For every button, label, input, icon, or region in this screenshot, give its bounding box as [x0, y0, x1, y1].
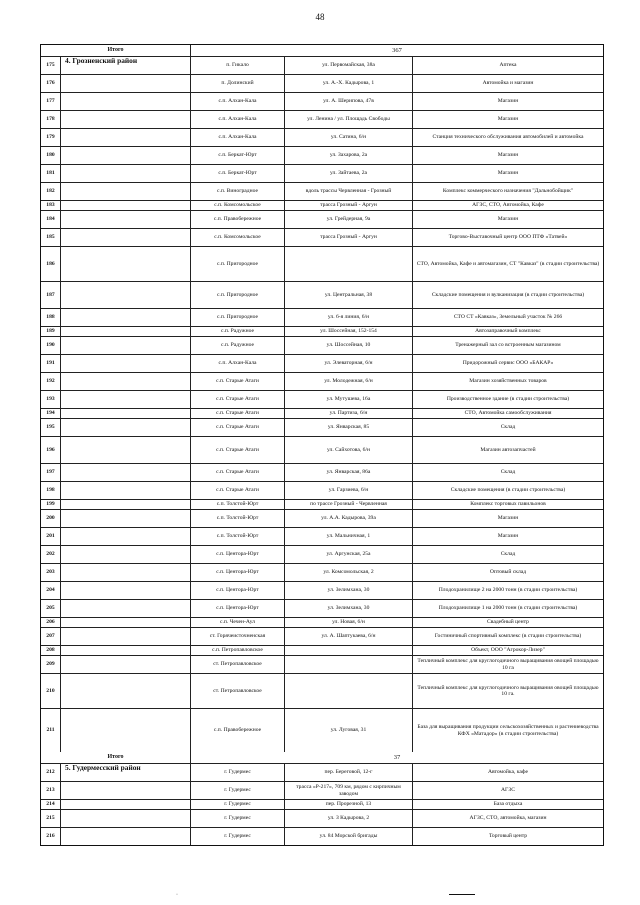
- row-number: 189: [41, 327, 61, 336]
- table-row: [41, 247, 603, 282]
- district-cell: [61, 500, 191, 509]
- object-cell: Объект, ООО "Агрокор-Лизер": [471, 647, 545, 654]
- object-cell: Магазин: [497, 170, 519, 177]
- district-cell: [61, 373, 191, 390]
- object-cell: Комплекс коммерческого назначения "Дальнобойщик": [442, 188, 574, 195]
- object-cell: Гостиничный спортивный комплекс (в стадии строительства): [434, 633, 582, 640]
- district-cell: [61, 282, 191, 308]
- table-row: [41, 764, 603, 782]
- settlement-cell: с.п. Старые Атаги: [191, 464, 285, 481]
- top-total-row: [41, 45, 603, 57]
- settlement-cell: п. Гикало: [191, 57, 285, 74]
- table-row: [41, 782, 603, 800]
- district-cell: [61, 828, 191, 845]
- address-cell: ул. Январская, 85: [285, 419, 413, 436]
- district-cell: [61, 482, 191, 499]
- row-number: 214: [41, 800, 61, 809]
- address-cell: ул. Зайтаева, 2а: [285, 165, 413, 182]
- district-cell: [61, 464, 191, 481]
- object-cell: Торгово-Выставочный центр ООО ПТФ «Татвей»: [448, 234, 568, 241]
- settlement-cell: с.п. Чечен-Аул: [191, 618, 285, 627]
- object-cell: Магазин хозяйственных товаров: [469, 378, 547, 385]
- district-cell: [61, 201, 191, 210]
- object-cell: АГЗС, СТО, Автомойка, Кафе: [472, 202, 544, 209]
- settlement-cell: с.п. Центора-Юрт: [191, 600, 285, 617]
- table-row: [41, 656, 603, 674]
- object-cell: Комплекс торговых павильонов: [470, 501, 546, 508]
- address-cell: ул. 6-я линия, 6/н: [285, 309, 413, 326]
- address-cell: вдоль трассы Червленная - Грозный: [285, 183, 413, 200]
- object-cell: Магазин автозапчастей: [480, 446, 536, 453]
- object-cell: СТО СТ «Кавказ», Земельный участок № 266: [453, 314, 563, 321]
- top-total-label: Итого: [41, 45, 191, 56]
- object-cell: Склад: [500, 469, 516, 476]
- row-number: 207: [41, 628, 61, 645]
- table-row: [41, 628, 603, 646]
- object-cell: Складские помещения (в стадии строительства): [450, 487, 566, 494]
- row-number: 196: [41, 437, 61, 463]
- settlement-cell: с.п. Толстой-Юрт: [191, 500, 285, 509]
- row-number: 191: [41, 355, 61, 372]
- settlement-cell: с.п. Алхан-Кала: [191, 355, 285, 372]
- row-number: 195: [41, 419, 61, 436]
- address-cell: ул. Мальничная, 1: [285, 528, 413, 545]
- district-cell: [61, 810, 191, 827]
- object-cell: Складские помещения и вулканизация (в стадии строительства): [431, 291, 585, 298]
- settlement-cell: г. Гудермес: [191, 782, 285, 799]
- row-number: 179: [41, 129, 61, 146]
- section-gudermes: [41, 764, 603, 845]
- row-number: 211: [41, 709, 61, 752]
- district-cell: [61, 600, 191, 617]
- table-row: [41, 419, 603, 437]
- object-cell: Автозаправочный комплекс: [475, 328, 541, 335]
- district-cell: [61, 327, 191, 336]
- settlement-cell: г. Гудермес: [191, 764, 285, 781]
- settlement-cell: с.п. Виноградное: [191, 183, 285, 200]
- address-cell: ул. Январская, 86а: [285, 464, 413, 481]
- district-cell: [61, 409, 191, 418]
- object-cell: Плодохранилище 2 на 2000 тонн (в стадии строительства): [438, 587, 578, 594]
- address-cell: [285, 674, 413, 708]
- object-cell: Аптека: [499, 62, 517, 69]
- table-row: [41, 600, 603, 618]
- object-cell: Свадебный центр: [487, 619, 529, 626]
- settlement-cell: с.п. Толстой-Юрт: [191, 528, 285, 545]
- address-cell: ул. Захарова, 2а: [285, 147, 413, 164]
- object-cell: Магазин: [497, 152, 519, 159]
- settlement-cell: с.п. Алхан-Кала: [191, 93, 285, 110]
- object-cell: СТО, Автомойка, Кафе и автомагазин, СТ "Кавказ" (в стадии строительства): [416, 260, 600, 267]
- row-number: 200: [41, 510, 61, 527]
- settlement-cell: с.п. Старые Атаги: [191, 482, 285, 499]
- row-number: 193: [41, 391, 61, 408]
- object-cell: Торговый центр: [488, 833, 528, 840]
- address-cell: ул. Луговая, 31: [285, 709, 413, 752]
- address-cell: ул. А.А. Кадырова, 39а: [285, 510, 413, 527]
- district-cell: [61, 183, 191, 200]
- district-cell: [61, 782, 191, 799]
- settlement-cell: с.п. Беркат-Юрт: [191, 147, 285, 164]
- district-cell: [61, 546, 191, 563]
- address-cell: ул. Партиза, 6/н: [285, 409, 413, 418]
- object-cell: Склад: [500, 551, 516, 558]
- table-row: [41, 546, 603, 564]
- table-row: [41, 646, 603, 656]
- table-row: [41, 709, 603, 752]
- row-number: 215: [41, 810, 61, 827]
- object-cell: Плодохранилище 1 на 2000 тонн (в стадии строительства): [438, 605, 578, 612]
- section-total-label: Итого: [41, 752, 191, 763]
- district-cell: [61, 247, 191, 281]
- settlement-cell: с.п. Алхан-Кала: [191, 129, 285, 146]
- address-cell: пер. Береговой, 12-г: [285, 764, 413, 781]
- object-cell: Магазин: [497, 216, 519, 223]
- row-number: 185: [41, 229, 61, 246]
- table-row: [41, 618, 603, 628]
- table-row: [41, 129, 603, 147]
- settlement-cell: с.п. Центора-Юрт: [191, 546, 285, 563]
- district-cell: [61, 229, 191, 246]
- row-number: 190: [41, 337, 61, 354]
- address-cell: ул. Комсомольская, 2: [285, 564, 413, 581]
- address-cell: трасса Грозный - Аргун: [285, 229, 413, 246]
- district-name: 4. Грозненский район: [61, 57, 191, 74]
- settlement-cell: с.п. Беркат-Юрт: [191, 165, 285, 182]
- table-row: [41, 201, 603, 211]
- object-cell: База отдыха: [493, 801, 523, 808]
- object-cell: Автомойка и магазин: [482, 80, 534, 87]
- settlement-cell: с.п. Центора-Юрт: [191, 582, 285, 599]
- section-total-value: 37: [393, 753, 401, 761]
- district-cell: [61, 309, 191, 326]
- district-cell: [61, 391, 191, 408]
- address-cell: трасса «Р-217», 709 км, рядом с кирпичным заводом: [285, 782, 413, 799]
- table-row: [41, 800, 603, 810]
- table-row: [41, 464, 603, 482]
- object-cell: Тренажерный зал со встроенным магазином: [455, 342, 561, 349]
- row-number: 186: [41, 247, 61, 281]
- row-number: 184: [41, 211, 61, 228]
- row-number: 198: [41, 482, 61, 499]
- row-number: 175: [41, 57, 61, 74]
- row-number: 197: [41, 464, 61, 481]
- district-cell: [61, 355, 191, 372]
- row-number: 177: [41, 93, 61, 110]
- section-grozny: [41, 57, 603, 752]
- row-number: 176: [41, 75, 61, 92]
- row-number: 183: [41, 201, 61, 210]
- row-number: 192: [41, 373, 61, 390]
- object-cell: Придорожный сервис ООО «БАКАР»: [462, 360, 554, 367]
- table-row: [41, 93, 603, 111]
- address-cell: [285, 656, 413, 673]
- scan-dash: [449, 894, 475, 895]
- settlement-cell: с.п. Радужное: [191, 327, 285, 336]
- object-cell: Магазин: [497, 515, 519, 522]
- district-cell: [61, 211, 191, 228]
- row-number: 194: [41, 409, 61, 418]
- address-cell: трасса Грозный - Аргун: [285, 201, 413, 210]
- address-cell: ул. Новая, 6/н: [285, 618, 413, 627]
- address-cell: ул. Ленина / ул. Площадь Свободы: [285, 111, 413, 128]
- settlement-cell: с.п. Радужное: [191, 337, 285, 354]
- table-row: [41, 327, 603, 337]
- row-number: 201: [41, 528, 61, 545]
- address-cell: ул. Грейдерная, 9а: [285, 211, 413, 228]
- row-number: 208: [41, 646, 61, 655]
- address-cell: ул. А.-Х. Кадырова, 1: [285, 75, 413, 92]
- address-cell: ул. Первомайская, 38а: [285, 57, 413, 74]
- district-cell: [61, 674, 191, 708]
- settlement-cell: с.п. Старые Атаги: [191, 373, 285, 390]
- district-cell: [61, 510, 191, 527]
- settlement-cell: с.п. Старые Атаги: [191, 409, 285, 418]
- table-row: [41, 564, 603, 582]
- district-cell: [61, 419, 191, 436]
- row-number: 212: [41, 764, 61, 781]
- row-number: 187: [41, 282, 61, 308]
- settlement-cell: г. Гудермес: [191, 800, 285, 809]
- table-row: [41, 282, 603, 309]
- table-row: [41, 211, 603, 229]
- address-cell: ул. Гарзиева, 6/н: [285, 482, 413, 499]
- table-row: [41, 409, 603, 419]
- row-number: 204: [41, 582, 61, 599]
- settlement-cell: г. Гудермес: [191, 828, 285, 845]
- settlement-cell: с.п. Правобережное: [191, 211, 285, 228]
- row-number: 216: [41, 828, 61, 845]
- object-cell: СТО, Автомойка самообслуживания: [464, 410, 552, 417]
- row-number: 210: [41, 674, 61, 708]
- settlement-cell: с.п. Пригородное: [191, 309, 285, 326]
- table-row: [41, 183, 603, 201]
- row-number: 182: [41, 183, 61, 200]
- district-cell: [61, 129, 191, 146]
- district-cell: [61, 656, 191, 673]
- object-cell: Магазин: [497, 533, 519, 540]
- top-total-value: 367: [392, 46, 402, 54]
- address-cell: ул. Молодежная, 6/н: [285, 373, 413, 390]
- settlement-cell: с.п. Старые Атаги: [191, 419, 285, 436]
- address-cell: [285, 646, 413, 655]
- district-cell: [61, 646, 191, 655]
- district-cell: [61, 75, 191, 92]
- row-number: 181: [41, 165, 61, 182]
- address-cell: ул. Шоссейная, 10: [285, 337, 413, 354]
- table-row: [41, 373, 603, 391]
- district-name: 5. Гудермесский район: [61, 764, 191, 781]
- row-number: 205: [41, 600, 61, 617]
- address-cell: ул. А. Шаптукаева, 6/н: [285, 628, 413, 645]
- table-row: [41, 510, 603, 528]
- address-cell: ул. Аргунская, 25а: [285, 546, 413, 563]
- address-cell: ул. 84 Морской бригады: [285, 828, 413, 845]
- row-number: 199: [41, 500, 61, 509]
- address-cell: ул. Шоссейная, 152-154: [285, 327, 413, 336]
- scan-mark: ·: [176, 892, 178, 898]
- table-row: [41, 674, 603, 709]
- address-cell: [285, 247, 413, 281]
- district-cell: [61, 618, 191, 627]
- row-number: 213: [41, 782, 61, 799]
- table-row: [41, 165, 603, 183]
- address-cell: ул. Зелимхана, 30: [285, 600, 413, 617]
- table-row: [41, 147, 603, 165]
- row-number: 203: [41, 564, 61, 581]
- table-row: [41, 528, 603, 546]
- settlement-cell: с.п. Толстой-Юрт: [191, 510, 285, 527]
- address-cell: ул. Элеваторная, 6/н: [285, 355, 413, 372]
- district-cell: [61, 582, 191, 599]
- table-row: [41, 391, 603, 409]
- address-cell: ул. Мутушева, 16а: [285, 391, 413, 408]
- district-cell: [61, 337, 191, 354]
- object-cell: Тепличный комплекс для круглогодичного выращивания овощей площадью 10 га.: [417, 684, 599, 697]
- table-row: [41, 337, 603, 355]
- row-number: 209: [41, 656, 61, 673]
- address-cell: ул. Сатина, 6/н: [285, 129, 413, 146]
- table-row: [41, 75, 603, 93]
- table-row: [41, 57, 603, 75]
- settlement-cell: с.п. Старые Атаги: [191, 437, 285, 463]
- settlement-cell: с.п. Старые Атаги: [191, 391, 285, 408]
- table-row: [41, 437, 603, 464]
- object-cell: Магазин: [497, 116, 519, 123]
- address-cell: ул. А. Шерипова, 47в: [285, 93, 413, 110]
- district-cell: [61, 165, 191, 182]
- settlement-cell: ст. Петропавловское: [191, 656, 285, 673]
- object-cell: АГЗС: [501, 787, 515, 794]
- section-total-row: [41, 752, 603, 764]
- table-row: [41, 582, 603, 600]
- settlement-cell: с.п. Центора-Юрт: [191, 564, 285, 581]
- district-cell: [61, 709, 191, 752]
- address-cell: пер. Прорезной, 13: [285, 800, 413, 809]
- settlement-cell: г. Гудермес: [191, 810, 285, 827]
- settlement-cell: с.п. Алхан-Кала: [191, 111, 285, 128]
- settlement-cell: с.п. Правобережное: [191, 709, 285, 752]
- object-cell: Тепличный комплекс для круглогодичного выращивания овощей площадью 10 га: [417, 658, 599, 671]
- district-cell: [61, 528, 191, 545]
- table-row: [41, 229, 603, 247]
- address-cell: ул. Центральная, 38: [285, 282, 413, 308]
- address-cell: ул. Зелимхана, 30: [285, 582, 413, 599]
- district-cell: [61, 147, 191, 164]
- row-number: 188: [41, 309, 61, 326]
- row-number: 206: [41, 618, 61, 627]
- settlement-cell: с.п. Комсомольское: [191, 201, 285, 210]
- objects-table: [40, 44, 604, 846]
- object-cell: Производственное здание (в стадии строительства): [446, 396, 570, 403]
- district-cell: [61, 564, 191, 581]
- settlement-cell: с.п. Комсомольское: [191, 229, 285, 246]
- address-cell: ул. Сайхотова, 6/н: [285, 437, 413, 463]
- row-number: 202: [41, 546, 61, 563]
- settlement-cell: п. Долинский: [191, 75, 285, 92]
- district-cell: [61, 111, 191, 128]
- address-cell: по трассе Грозный - Червленная: [285, 500, 413, 509]
- district-cell: [61, 437, 191, 463]
- settlement-cell: с.п. Петропавловское: [191, 646, 285, 655]
- settlement-cell: ст. Горячеисточненская: [191, 628, 285, 645]
- object-cell: Оптовый склад: [489, 569, 527, 576]
- object-cell: Склад: [500, 424, 516, 431]
- object-cell: АГЗС, СТО, автомойка, магазин: [469, 815, 547, 822]
- row-number: 180: [41, 147, 61, 164]
- table-row: [41, 828, 603, 845]
- object-cell: Автомойка, кафе: [487, 769, 529, 776]
- table-row: [41, 355, 603, 373]
- object-cell: База для выращивания продукции сельскохозяйственных и растениеводства КФХ «Матадор» (в стадии строительства): [417, 724, 599, 737]
- table-row: [41, 482, 603, 500]
- table-row: [41, 309, 603, 327]
- district-cell: [61, 628, 191, 645]
- address-cell: ул. З Кадырова, 2: [285, 810, 413, 827]
- table-row: [41, 810, 603, 828]
- district-cell: [61, 800, 191, 809]
- object-cell: Станция технического обслуживания автомобилей и автомойка: [432, 134, 584, 141]
- object-cell: Магазин: [497, 98, 519, 105]
- row-number: 178: [41, 111, 61, 128]
- district-cell: [61, 93, 191, 110]
- table-row: [41, 111, 603, 129]
- settlement-cell: ст. Петропавловское: [191, 674, 285, 708]
- settlement-cell: с.п. Пригородное: [191, 282, 285, 308]
- table-row: [41, 500, 603, 510]
- page-number: 48: [315, 12, 325, 22]
- settlement-cell: с.п. Пригородное: [191, 247, 285, 281]
